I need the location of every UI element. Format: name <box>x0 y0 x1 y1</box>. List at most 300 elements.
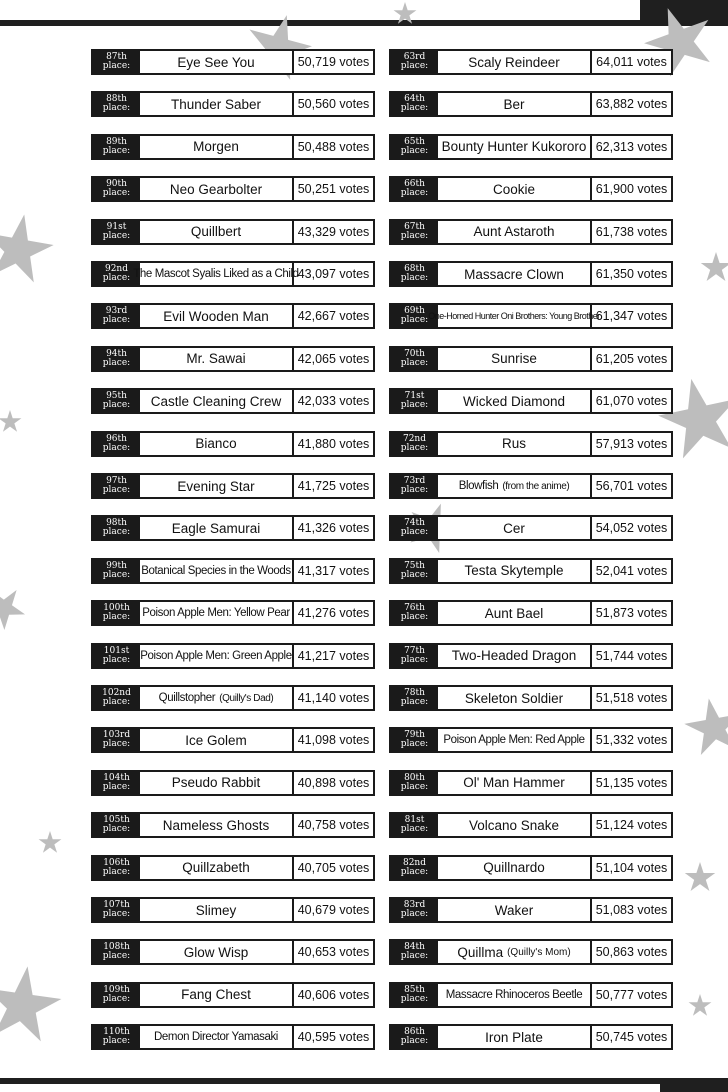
character-name-cell <box>140 729 294 751</box>
star-icon <box>0 209 58 285</box>
place-cell <box>93 984 140 1006</box>
character-name-cell <box>140 899 294 921</box>
vote-count: 51,518 votes <box>595 691 668 705</box>
star-icon <box>685 862 715 891</box>
character-name: Eagle Samurai <box>171 520 261 536</box>
ranking-row <box>389 303 673 329</box>
place-word: place: <box>102 61 131 71</box>
place-cell <box>93 517 140 539</box>
place-word: place: <box>102 569 131 580</box>
character-name-cell <box>140 1026 294 1048</box>
place-word: place: <box>102 1036 131 1047</box>
ranking-row <box>91 473 375 499</box>
place-cell <box>391 602 438 624</box>
character-name: Cer <box>503 520 525 536</box>
character-name-cell <box>438 136 592 158</box>
place-cell <box>391 687 438 709</box>
vote-count: 61,738 votes <box>595 224 668 239</box>
place-cell <box>391 1026 438 1048</box>
vote-count: 43,329 votes <box>297 224 370 239</box>
place-cell <box>93 433 140 455</box>
character-name-cell <box>140 814 294 836</box>
place-cell <box>391 645 438 667</box>
rank-label: 68th <box>404 264 425 274</box>
character-name: Poison Apple Men: Green Apple <box>140 649 292 662</box>
rank-label: 104th <box>103 772 130 783</box>
ranking-row <box>389 897 673 923</box>
vote-count: 61,205 votes <box>595 351 668 366</box>
vote-count: 63,882 votes <box>595 97 668 112</box>
character-name: Waker <box>494 902 534 918</box>
place-cell <box>391 899 438 921</box>
ranking-row <box>91 939 375 965</box>
character-name: Poison Apple Men: Red Apple <box>443 734 585 747</box>
place-cell <box>391 263 438 285</box>
rank-label: 100th <box>103 603 130 614</box>
character-name: Massacre Rhinoceros Beetle <box>445 988 583 1001</box>
character-name-cell <box>133 263 299 285</box>
rank-label: 109th <box>103 984 130 995</box>
character-name-cell <box>140 772 294 794</box>
rank-label: 96th <box>106 433 127 444</box>
character-name: Nameless Ghosts <box>162 817 270 833</box>
character-name-cell <box>438 814 592 836</box>
ranking-row <box>389 727 673 753</box>
character-name-cell <box>438 1026 592 1048</box>
place-word: place: <box>400 400 429 411</box>
place-cell <box>391 814 438 836</box>
rank-label: 91st <box>106 221 127 232</box>
ranking-row <box>389 261 673 287</box>
character-name-cell <box>438 857 592 879</box>
character-name-cell <box>438 475 592 497</box>
place-cell <box>391 857 438 879</box>
place-cell <box>391 51 438 73</box>
character-name: Pseudo Rabbit <box>171 775 261 791</box>
place-word: place: <box>102 866 131 877</box>
vote-count: 61,070 votes <box>595 394 668 409</box>
vote-count: 43,097 votes <box>297 267 370 281</box>
place-word: place: <box>102 612 131 623</box>
character-name-cell <box>140 517 294 539</box>
bottom-border-gap <box>0 1084 660 1092</box>
place-word: place: <box>400 866 429 877</box>
character-name: Quillzabeth <box>182 860 250 876</box>
character-note: (from the anime) <box>502 480 570 492</box>
rank-label: 102nd <box>102 688 131 698</box>
character-name: Ice Golem <box>185 732 247 748</box>
rank-label: 84th <box>404 942 425 953</box>
place-word: place: <box>102 739 131 750</box>
rank-label: 82nd <box>402 857 426 868</box>
place-cell <box>391 348 438 370</box>
ranking-row <box>91 982 375 1008</box>
place-cell <box>93 602 140 624</box>
place-cell <box>93 390 140 412</box>
place-word: place: <box>400 230 429 241</box>
character-name: Slimey <box>195 902 237 918</box>
ranking-row <box>389 91 673 117</box>
rank-label: 107th <box>103 900 130 910</box>
rank-label: 87th <box>106 52 127 62</box>
character-name-cell <box>438 645 592 667</box>
place-word: place: <box>400 145 429 156</box>
rank-label: 92nd <box>104 264 128 274</box>
ranking-row <box>389 982 673 1008</box>
ranking-row <box>91 134 375 160</box>
place-cell <box>93 687 140 709</box>
character-name-cell <box>140 941 294 963</box>
rank-label: 81st <box>404 815 425 826</box>
rank-label: 85th <box>404 984 425 995</box>
place-cell <box>93 857 140 879</box>
ranking-row <box>91 303 375 329</box>
character-name: Neo Gearbolter <box>169 181 263 197</box>
character-name: Evening Star <box>177 478 255 494</box>
place-cell <box>93 941 140 963</box>
rank-label: 77th <box>404 645 425 656</box>
character-name-cell <box>438 687 592 709</box>
place-word: place: <box>102 697 131 707</box>
character-name: Rus <box>501 436 526 452</box>
place-cell <box>93 475 140 497</box>
star-icon <box>681 694 728 757</box>
character-name: Quillnardo <box>483 860 545 876</box>
rank-label: 101st <box>103 645 130 656</box>
place-word: place: <box>102 230 131 241</box>
vote-count: 61,350 votes <box>595 267 668 281</box>
rank-label: 73rd <box>403 476 426 486</box>
vote-count: 51,104 votes <box>595 860 668 875</box>
character-name-cell <box>438 984 592 1006</box>
ranking-row <box>389 388 673 414</box>
character-name: Testa Skytemple <box>464 563 564 579</box>
character-name: Ol' Man Hammer <box>463 775 565 791</box>
character-name-cell <box>140 178 294 200</box>
character-name-cell <box>438 93 592 115</box>
place-word: place: <box>400 697 429 707</box>
ranking-row <box>91 897 375 923</box>
character-name-cell <box>438 178 592 200</box>
rank-label: 70th <box>404 348 425 359</box>
place-word: place: <box>102 103 131 114</box>
character-name: Aunt Astaroth <box>473 224 555 240</box>
place-cell <box>391 772 438 794</box>
place-word: place: <box>102 400 131 411</box>
character-name-cell <box>438 221 592 243</box>
place-cell <box>93 899 140 921</box>
vote-count: 51,873 votes <box>595 606 668 621</box>
character-name-cell <box>438 602 592 624</box>
vote-count: 56,701 votes <box>595 479 668 493</box>
vote-count: 41,140 votes <box>297 691 370 705</box>
vote-count: 42,033 votes <box>297 394 370 409</box>
vote-count: 50,777 votes <box>595 987 668 1002</box>
rank-label: 110th <box>103 1027 130 1038</box>
place-word: place: <box>400 273 429 283</box>
character-name-cell <box>140 560 294 582</box>
ranking-row <box>389 939 673 965</box>
character-name: Demon Director Yamasaki <box>154 1031 278 1044</box>
rank-label: 88th <box>106 94 127 105</box>
vote-count: 57,913 votes <box>595 436 668 451</box>
place-cell <box>93 93 140 115</box>
vote-count: 54,052 votes <box>595 521 668 536</box>
place-word: place: <box>400 739 429 750</box>
vote-count: 40,653 votes <box>297 945 370 960</box>
place-word: place: <box>102 824 131 835</box>
rank-label: 80th <box>404 772 425 783</box>
place-word: place: <box>400 909 429 919</box>
ranking-row <box>91 346 375 372</box>
vote-count: 42,065 votes <box>297 351 370 366</box>
ranking-row <box>389 812 673 838</box>
character-name: Mr. Sawai <box>186 351 246 367</box>
place-cell <box>93 645 140 667</box>
character-name-cell <box>438 348 592 370</box>
vote-count: 50,863 votes <box>595 945 668 960</box>
vote-count: 50,745 votes <box>595 1030 668 1045</box>
place-cell <box>93 51 140 73</box>
character-name: Glow Wisp <box>183 944 249 960</box>
character-name-cell <box>438 390 592 412</box>
place-word: place: <box>400 824 429 835</box>
character-name: Cookie <box>492 181 536 197</box>
place-word: place: <box>102 781 131 792</box>
place-word: place: <box>400 781 429 792</box>
ranking-row <box>91 558 375 584</box>
vote-count: 40,705 votes <box>297 860 370 875</box>
rank-label: 83rd <box>403 900 426 910</box>
star-icon <box>689 994 712 1016</box>
ranking-row <box>389 49 673 75</box>
place-word: place: <box>400 1036 429 1047</box>
vote-count: 41,276 votes <box>297 606 370 621</box>
ranking-row <box>389 770 673 796</box>
place-cell <box>391 93 438 115</box>
ranking-row <box>389 600 673 626</box>
character-name-cell <box>140 93 294 115</box>
ranking-row <box>91 600 375 626</box>
character-name: Aunt Bael <box>484 605 544 621</box>
vote-count: 41,317 votes <box>297 563 370 578</box>
character-name-cell <box>140 687 294 709</box>
place-word: place: <box>400 993 429 1004</box>
place-cell <box>391 221 438 243</box>
vote-count: 41,725 votes <box>297 479 370 493</box>
character-name-cell <box>438 941 592 963</box>
place-word: place: <box>102 442 131 453</box>
rank-label: 74th <box>404 518 425 529</box>
ranking-row <box>389 685 673 711</box>
bottom-border-line <box>0 1081 668 1084</box>
character-name-cell <box>140 475 294 497</box>
vote-count: 51,744 votes <box>595 648 668 663</box>
place-cell <box>93 221 140 243</box>
character-name: Bianco <box>195 436 237 452</box>
character-name-cell <box>140 390 294 412</box>
rank-label: 90th <box>106 179 127 190</box>
vote-count: 51,124 votes <box>595 818 668 833</box>
place-cell <box>93 305 140 327</box>
character-name-cell <box>438 899 592 921</box>
character-name-cell <box>140 136 294 158</box>
rank-label: 79th <box>404 730 425 741</box>
character-name-cell <box>438 51 592 73</box>
character-name-cell <box>140 305 294 327</box>
character-name-cell <box>438 517 592 539</box>
ranking-row <box>91 643 375 669</box>
rank-label: 108th <box>103 942 130 953</box>
place-cell <box>391 178 438 200</box>
character-name-cell <box>438 560 592 582</box>
vote-count: 40,758 votes <box>297 818 370 833</box>
place-cell <box>391 136 438 158</box>
star-icon <box>0 961 65 1043</box>
place-word: place: <box>400 485 429 495</box>
ranking-row <box>91 49 375 75</box>
character-name: Poison Apple Men: Yellow Pear <box>142 607 290 620</box>
vote-count: 61,347 votes <box>595 309 668 324</box>
place-cell <box>391 560 438 582</box>
character-name: Ber <box>503 96 525 112</box>
ranking-row <box>389 515 673 541</box>
rank-label: 67th <box>404 221 425 232</box>
place-cell <box>93 136 140 158</box>
character-note: (Quilly's Mom) <box>507 946 571 958</box>
vote-count: 50,251 votes <box>297 182 370 197</box>
place-word: place: <box>102 357 131 368</box>
character-name-cell <box>140 984 294 1006</box>
ranking-row <box>91 812 375 838</box>
place-cell <box>391 729 438 751</box>
place-cell <box>391 984 438 1006</box>
character-name: Skeleton Soldier <box>464 690 564 706</box>
place-word: place: <box>102 485 131 495</box>
character-name-cell <box>140 602 294 624</box>
rank-label: 71st <box>404 391 425 402</box>
character-name: Quillstopher <box>158 692 216 704</box>
rank-label: 76th <box>404 603 425 614</box>
ranking-row <box>91 261 375 287</box>
place-cell <box>93 772 140 794</box>
vote-count: 42,667 votes <box>297 309 370 324</box>
place-cell <box>93 814 140 836</box>
character-name: Iron Plate <box>485 1029 543 1045</box>
character-name: Eye See You <box>177 54 255 70</box>
character-name: Quillma <box>457 944 504 960</box>
place-word: place: <box>102 951 131 962</box>
vote-count: 40,595 votes <box>297 1030 370 1045</box>
character-name: Quillbert <box>190 224 242 240</box>
character-name: Botanical Species in the Woods <box>141 564 291 577</box>
rank-label: 64th <box>404 94 425 105</box>
ranking-row <box>91 431 375 457</box>
place-word: place: <box>400 61 429 71</box>
ranking-row <box>389 643 673 669</box>
ranking-row <box>91 219 375 245</box>
place-word: place: <box>400 527 429 538</box>
place-word: place: <box>102 273 131 283</box>
place-word: place: <box>102 909 131 919</box>
ranking-row <box>91 727 375 753</box>
place-word: place: <box>400 357 429 368</box>
place-word: place: <box>102 145 131 156</box>
character-name-cell <box>438 772 592 794</box>
ranking-row <box>389 473 673 499</box>
place-cell <box>93 560 140 582</box>
ranking-row <box>389 346 673 372</box>
vote-count: 41,326 votes <box>297 521 370 536</box>
ranking-row <box>389 855 673 881</box>
rank-label: 93rd <box>105 306 128 317</box>
rank-label: 78th <box>404 688 425 698</box>
character-name: Castle Cleaning Crew <box>150 393 282 409</box>
place-word: place: <box>400 315 429 326</box>
character-name-cell <box>438 263 592 285</box>
rank-label: 89th <box>106 136 127 147</box>
vote-count: 41,217 votes <box>297 648 370 663</box>
rank-label: 66th <box>404 179 425 190</box>
character-name-cell <box>140 51 294 73</box>
place-cell <box>391 517 438 539</box>
rank-label: 106th <box>103 857 130 868</box>
vote-count: 62,313 votes <box>595 139 668 154</box>
rank-label: 72nd <box>402 433 426 444</box>
rank-label: 69th <box>404 306 425 317</box>
ranking-row <box>91 855 375 881</box>
place-cell <box>93 348 140 370</box>
rank-label: 86th <box>404 1027 425 1038</box>
character-name-cell <box>140 221 294 243</box>
vote-count: 50,488 votes <box>297 139 370 154</box>
place-word: place: <box>102 188 131 199</box>
rank-label: 103rd <box>102 730 131 741</box>
character-name: One-Horned Hunter Oni Brothers: Young Brother <box>428 311 600 322</box>
place-cell <box>93 1026 140 1048</box>
character-note: (Quilly's Dad) <box>219 692 274 704</box>
vote-count: 40,606 votes <box>297 987 370 1002</box>
ranking-row <box>389 219 673 245</box>
character-name: Scaly Reindeer <box>468 54 560 70</box>
character-name: Two-Headed Dragon <box>451 648 577 664</box>
vote-count: 51,083 votes <box>595 903 668 917</box>
ranking-row <box>91 1024 375 1050</box>
character-name-cell <box>140 433 294 455</box>
character-name: Massacre Clown <box>464 266 564 282</box>
rank-label: 65th <box>404 136 425 147</box>
ranking-row <box>389 431 673 457</box>
ranking-row <box>91 91 375 117</box>
character-name-cell <box>140 348 294 370</box>
character-name-cell <box>140 857 294 879</box>
place-word: place: <box>400 654 429 665</box>
vote-count: 50,560 votes <box>297 97 370 112</box>
star-icon <box>0 410 21 432</box>
vote-count: 61,900 votes <box>595 182 668 197</box>
ranking-row <box>91 176 375 202</box>
character-name: Sunrise <box>491 351 537 367</box>
place-cell <box>391 433 438 455</box>
rank-label: 63rd <box>403 52 426 62</box>
place-word: place: <box>400 951 429 962</box>
place-word: place: <box>102 527 131 538</box>
rank-label: 94th <box>106 348 127 359</box>
place-word: place: <box>400 188 429 199</box>
rank-label: 95th <box>106 391 127 402</box>
ranking-row <box>91 388 375 414</box>
character-name-cell <box>428 305 600 327</box>
